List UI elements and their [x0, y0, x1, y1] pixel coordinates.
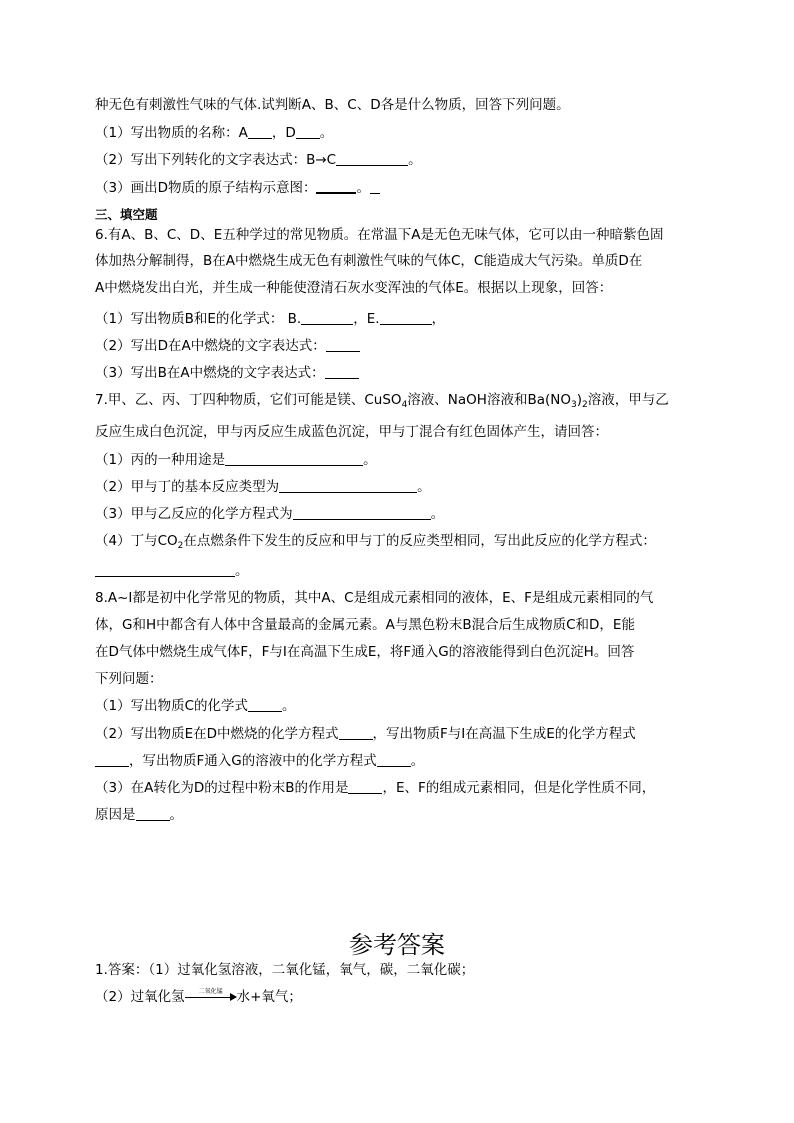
q7-part4-a: （4）丁与CO — [95, 533, 178, 549]
q5-intro-text: 种无色有刺激性气味的气体.试判断A、B、C、D各是什么物质，回答下列问题。 — [95, 97, 570, 113]
q7-line2: 反应生成白色沉淀，甲与丙反应生成蓝色沉淀，甲与丁混合有红色固体产生，请回答： — [95, 424, 608, 440]
q6-part1 — [95, 310, 445, 328]
q8-blank-fi-eq[interactable] — [95, 752, 129, 767]
q8-part2 — [95, 725, 636, 743]
answers-title: 参考答案 — [349, 931, 445, 959]
q7-part4-sub: 2 — [177, 541, 184, 551]
q5-part1-label: （1）写出物质的名称：A — [95, 125, 248, 141]
q7-line1 — [95, 391, 669, 414]
q5-part1 — [95, 124, 333, 142]
q8-part2-label: （2）写出物质E在D中燃烧的化学方程式 — [95, 726, 339, 742]
q8-part3-cont — [95, 806, 183, 824]
q7-part2 — [95, 478, 431, 496]
q7-part4-end: 。 — [235, 563, 249, 579]
answer-2 — [95, 988, 302, 1006]
reaction-condition: 二氧化锰 — [198, 988, 223, 995]
q8-part3-label: （3）在A转化为D的过程中粉末B的作用是 — [95, 780, 349, 796]
q6-blank-e[interactable] — [380, 310, 432, 325]
q8-part3 — [95, 779, 655, 797]
q8-part3-mid: ，E、F的组成元素相同，但是化学性质不同， — [382, 780, 656, 796]
q5-part2-label: （2）写出下列转化的文字表达式：B→C — [95, 152, 337, 168]
q5-part2-end: 。 — [408, 152, 422, 168]
q8-part1-label: （1）写出物质C的化学式 — [95, 698, 249, 714]
q8-line4: 下列问题： — [95, 671, 163, 687]
q7-line1-b: 溶液、NaOH溶液和Ba(NO — [407, 392, 571, 408]
q8-part2-cont-text: ，写出物质F通入G的溶液中的化学方程式 — [129, 753, 377, 769]
q6-line1: 6.有A、B、C、D、E五种学过的常见物质。在常温下A是无色无味气体，它可以由一种暗紫色固 — [95, 227, 664, 243]
answer-2-products: 水+氧气； — [236, 989, 302, 1005]
q7-part3-label: （3）甲与乙反应的化学方程式为 — [95, 506, 293, 522]
q5-part3-label: （3）画出D物质的原子结构示意图： — [95, 180, 317, 196]
q5-blank-d[interactable] — [296, 124, 320, 139]
q8-part2-cont — [95, 752, 424, 770]
q5-part3 — [95, 178, 380, 197]
q8-part3-end: 。 — [169, 807, 183, 823]
q7-sub-4: 4 — [401, 400, 408, 410]
q7-part1-label: （1）丙的一种用途是 — [95, 452, 226, 468]
q6-part1-mid: ，E. — [353, 311, 380, 327]
q8-line3: 在D气体中燃烧生成气体F，F与I在高温下生成E，将F通入G的溶液能得到白色沉淀H。回答 — [95, 644, 635, 660]
q6-part1-label: （1）写出物质B和E的化学式： B. — [95, 311, 302, 327]
q7-part4 — [95, 532, 656, 555]
q7-part1 — [95, 451, 377, 469]
q7-line1-a: 7.甲、乙、丙、丁四种物质，它们可能是镁、CuSO — [95, 392, 402, 408]
q8-part2-mid: ，写出物质F与I在高温下生成E的化学方程式 — [372, 726, 636, 742]
q7-blank-co2-eq[interactable] — [95, 562, 235, 577]
q5-blank-a[interactable] — [248, 124, 272, 139]
q7-blank-use[interactable] — [225, 451, 363, 466]
q6-blank-b[interactable] — [301, 310, 353, 325]
q7-part3-end: 。 — [430, 506, 445, 522]
q5-part1-end: 。 — [319, 125, 334, 141]
q8-part3-reason: 原因是 — [95, 807, 136, 823]
q7-part4-answer — [95, 562, 249, 580]
q7-line1-c: ) — [576, 392, 582, 408]
q7-part3 — [95, 505, 444, 523]
q8-part2-end: 。 — [410, 753, 425, 769]
q5-blank-bc[interactable] — [336, 151, 408, 166]
q5-blank-tail — [370, 179, 380, 194]
q8-line1: 8.A~I都是初中化学常见的物质，其中A、C是组成元素相同的液体，E、F是组成元素相同的气 — [95, 590, 654, 606]
q7-blank-type[interactable] — [279, 478, 417, 493]
section-heading: 三、填空题 — [95, 207, 158, 222]
q8-blank-c[interactable] — [248, 697, 282, 712]
q8-part1-end: 。 — [282, 698, 296, 714]
q6-part3 — [95, 364, 359, 382]
q8-blank-fg-eq[interactable] — [377, 752, 411, 767]
answer-2-reactant: （2）过氧化氢 — [95, 989, 185, 1005]
q6-blank-d-eq[interactable] — [326, 337, 360, 352]
reaction-arrow-icon — [185, 989, 237, 1003]
q5-part2 — [95, 151, 422, 169]
q7-line1-d: 溶液，甲与乙 — [587, 392, 669, 408]
q6-line2: 体加热分解制得，B在A中燃烧生成无色有刺激性气味的气体C，C能造成大气污染。单质D在 — [95, 253, 643, 269]
q7-part4-b: 在点燃条件下发生的反应和甲与丁的反应类型相同，写出此反应的化学方程式： — [183, 533, 656, 549]
q5-blank-diagram[interactable] — [316, 178, 356, 194]
q6-part3-label: （3）写出B在A中燃烧的文字表达式： — [95, 365, 325, 381]
q7-part2-label: （2）甲与丁的基本反应类型为 — [95, 479, 280, 495]
q7-part2-end: 。 — [417, 479, 431, 495]
q7-sub-2: 2 — [582, 400, 588, 410]
q7-part1-end: 。 — [363, 452, 377, 468]
q6-part2-label: （2）写出D在A中燃烧的文字表达式： — [95, 338, 326, 354]
q5-intro — [95, 96, 570, 114]
q7-blank-equation[interactable] — [293, 505, 431, 520]
q6-line3: A中燃烧发出白光，并生成一种能使澄清石灰水变浑浊的气体E。根据以上现象，回答： — [95, 280, 613, 296]
q7-sub-3: 3 — [570, 400, 577, 410]
q8-blank-e-eq[interactable] — [339, 725, 373, 740]
q5-part1-mid: ，D — [271, 125, 296, 141]
q8-line2: 体，G和H中都含有人体中含量最高的金属元素。A与黑色粉末B混合后生成物质C和D，E能 — [95, 617, 635, 633]
q6-blank-b-eq[interactable] — [325, 364, 359, 379]
answer-1: 1.答案：（1）过氧化氢溶液，二氧化锰，氧气，碳，二氧化碳； — [95, 962, 475, 978]
q8-blank-reason[interactable] — [136, 806, 170, 821]
q6-part1-end: ， — [431, 311, 446, 327]
q5-part3-end: 。 — [356, 180, 370, 196]
q6-part2 — [95, 337, 360, 355]
q8-part1 — [95, 697, 296, 715]
q8-blank-role[interactable] — [348, 779, 382, 794]
